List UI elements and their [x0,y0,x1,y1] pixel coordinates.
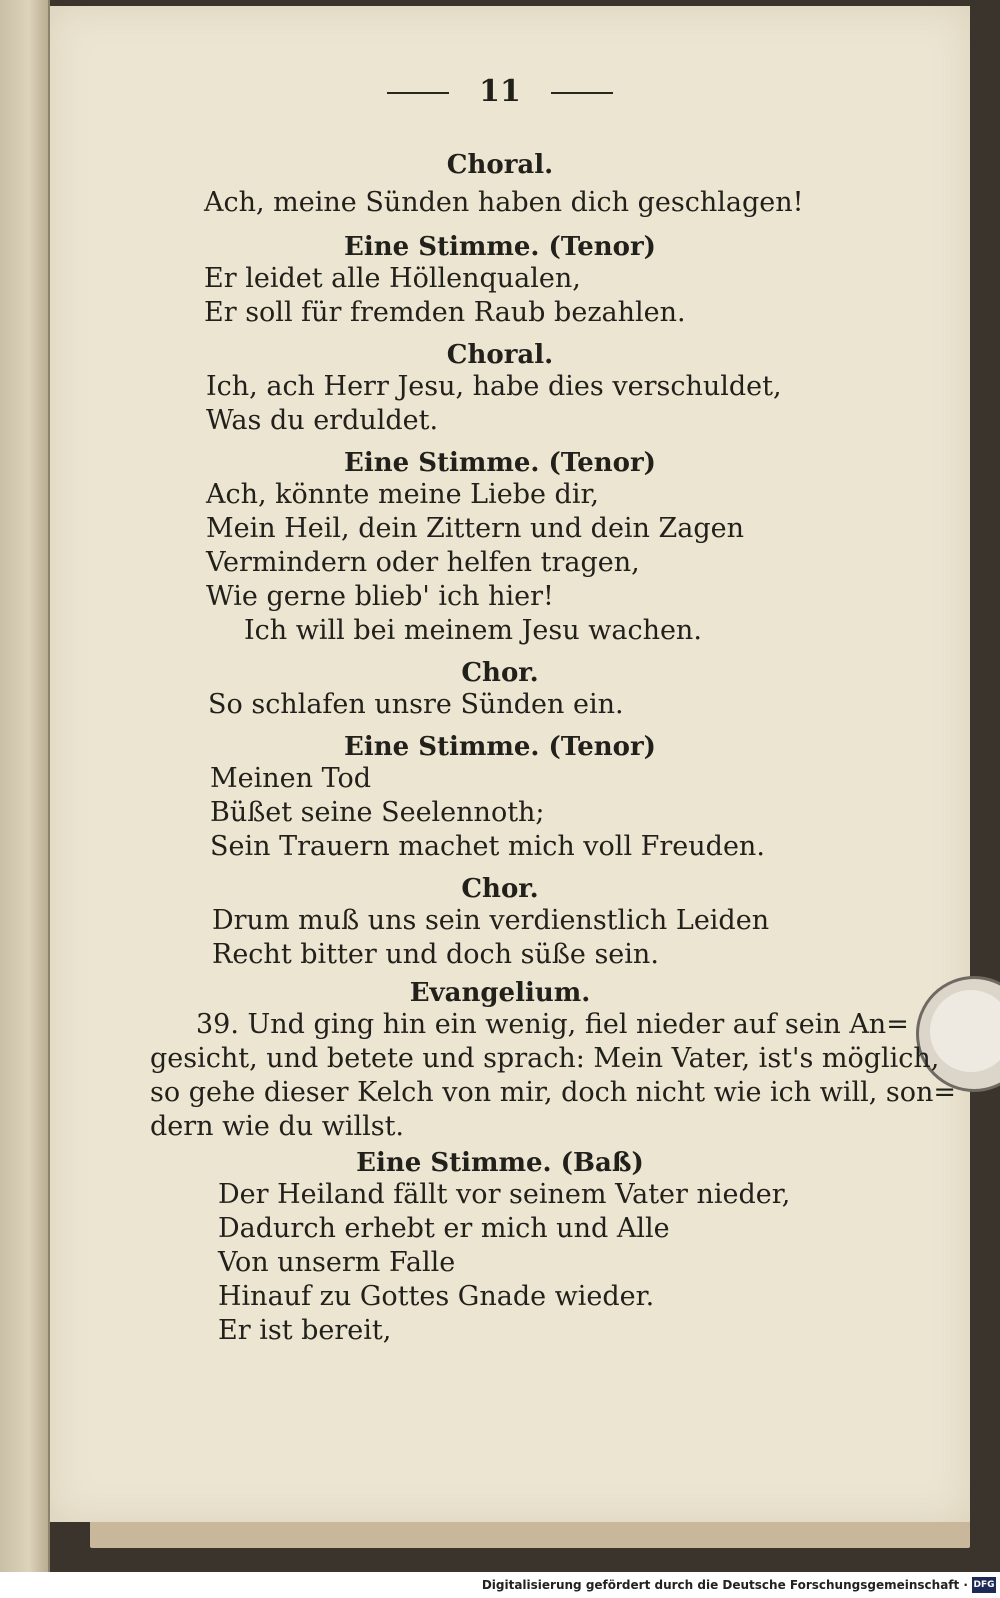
verse-line: Wie gerne blieb' ich hier! [206,581,554,612]
heading-choral: Choral. [446,150,554,180]
gospel-line: so gehe dieser Kelch von mir, doch nicht wie ich will, son= [150,1077,957,1108]
verse-line: Ach, meine Sünden haben dich geschlagen! [204,187,804,218]
verse-line: Dadurch erhebt er mich und Alle [218,1213,670,1244]
heading-chor: Chor. [461,658,539,688]
verse-line: Büßet seine Seelennoth; [210,797,545,828]
header-rule-right [551,92,613,94]
heading-voice-tenor: Eine Stimme. (Tenor) [344,732,656,762]
verse-line: So schlafen unsre Sünden ein. [208,689,624,720]
verse-line: Der Heiland fällt vor seinem Vater nieder, [218,1179,791,1210]
verse-line: Ach, könnte meine Liebe dir, [206,479,599,510]
verse-line: Was du erduldet. [206,405,439,436]
digitization-footer [0,1574,1000,1598]
verse-line: Er leidet alle Höllenqualen, [204,263,581,294]
heading-choral: Choral. [446,340,554,370]
verse-line: Er ist bereit, [218,1315,392,1346]
heading-voice-tenor: Eine Stimme. (Tenor) [344,448,656,478]
verse-line: Mein Heil, dein Zittern und dein Zagen [206,513,745,544]
verse-line: Hinauf zu Gottes Gnade wieder. [218,1281,655,1312]
gospel-line: dern wie du willst. [150,1111,405,1142]
verse-line: Vermindern oder helfen tragen, [206,547,640,578]
heading-voice-tenor: Eine Stimme. (Tenor) [344,232,656,262]
verse-line: Von unserm Falle [218,1247,456,1278]
gospel-line: gesicht, und betete und sprach: Mein Vater, ist's möglich, [150,1043,940,1074]
verse-line: Er soll für fremden Raub bezahlen. [204,297,686,328]
verse-line: Meinen Tod [210,763,372,794]
page-number: 11 [479,74,521,109]
page-header [0,74,1000,109]
verse-line: Ich, ach Herr Jesu, habe dies verschuldet, [206,371,782,402]
heading-evangelium: Evangelium. [409,978,591,1008]
verse-line: Recht bitter und doch süße sein. [212,939,659,970]
gospel-line: 39. Und ging hin ein wenig, fiel nieder auf sein An= [196,1009,909,1040]
heading-voice-bass: Eine Stimme. (Baß) [356,1148,644,1178]
header-rule-left [387,92,449,94]
dfg-logo: DFG [972,1577,996,1593]
verse-line: Drum muß uns sein verdienstlich Leiden [212,905,770,936]
footer-credit: Digitalisierung gefördert durch die Deutsche Forschungsgemeinschaft · [481,1578,968,1592]
verse-line: Ich will bei meinem Jesu wachen. [244,615,702,646]
heading-chor: Chor. [461,874,539,904]
verse-line: Sein Trauern machet mich voll Freuden. [210,831,765,862]
